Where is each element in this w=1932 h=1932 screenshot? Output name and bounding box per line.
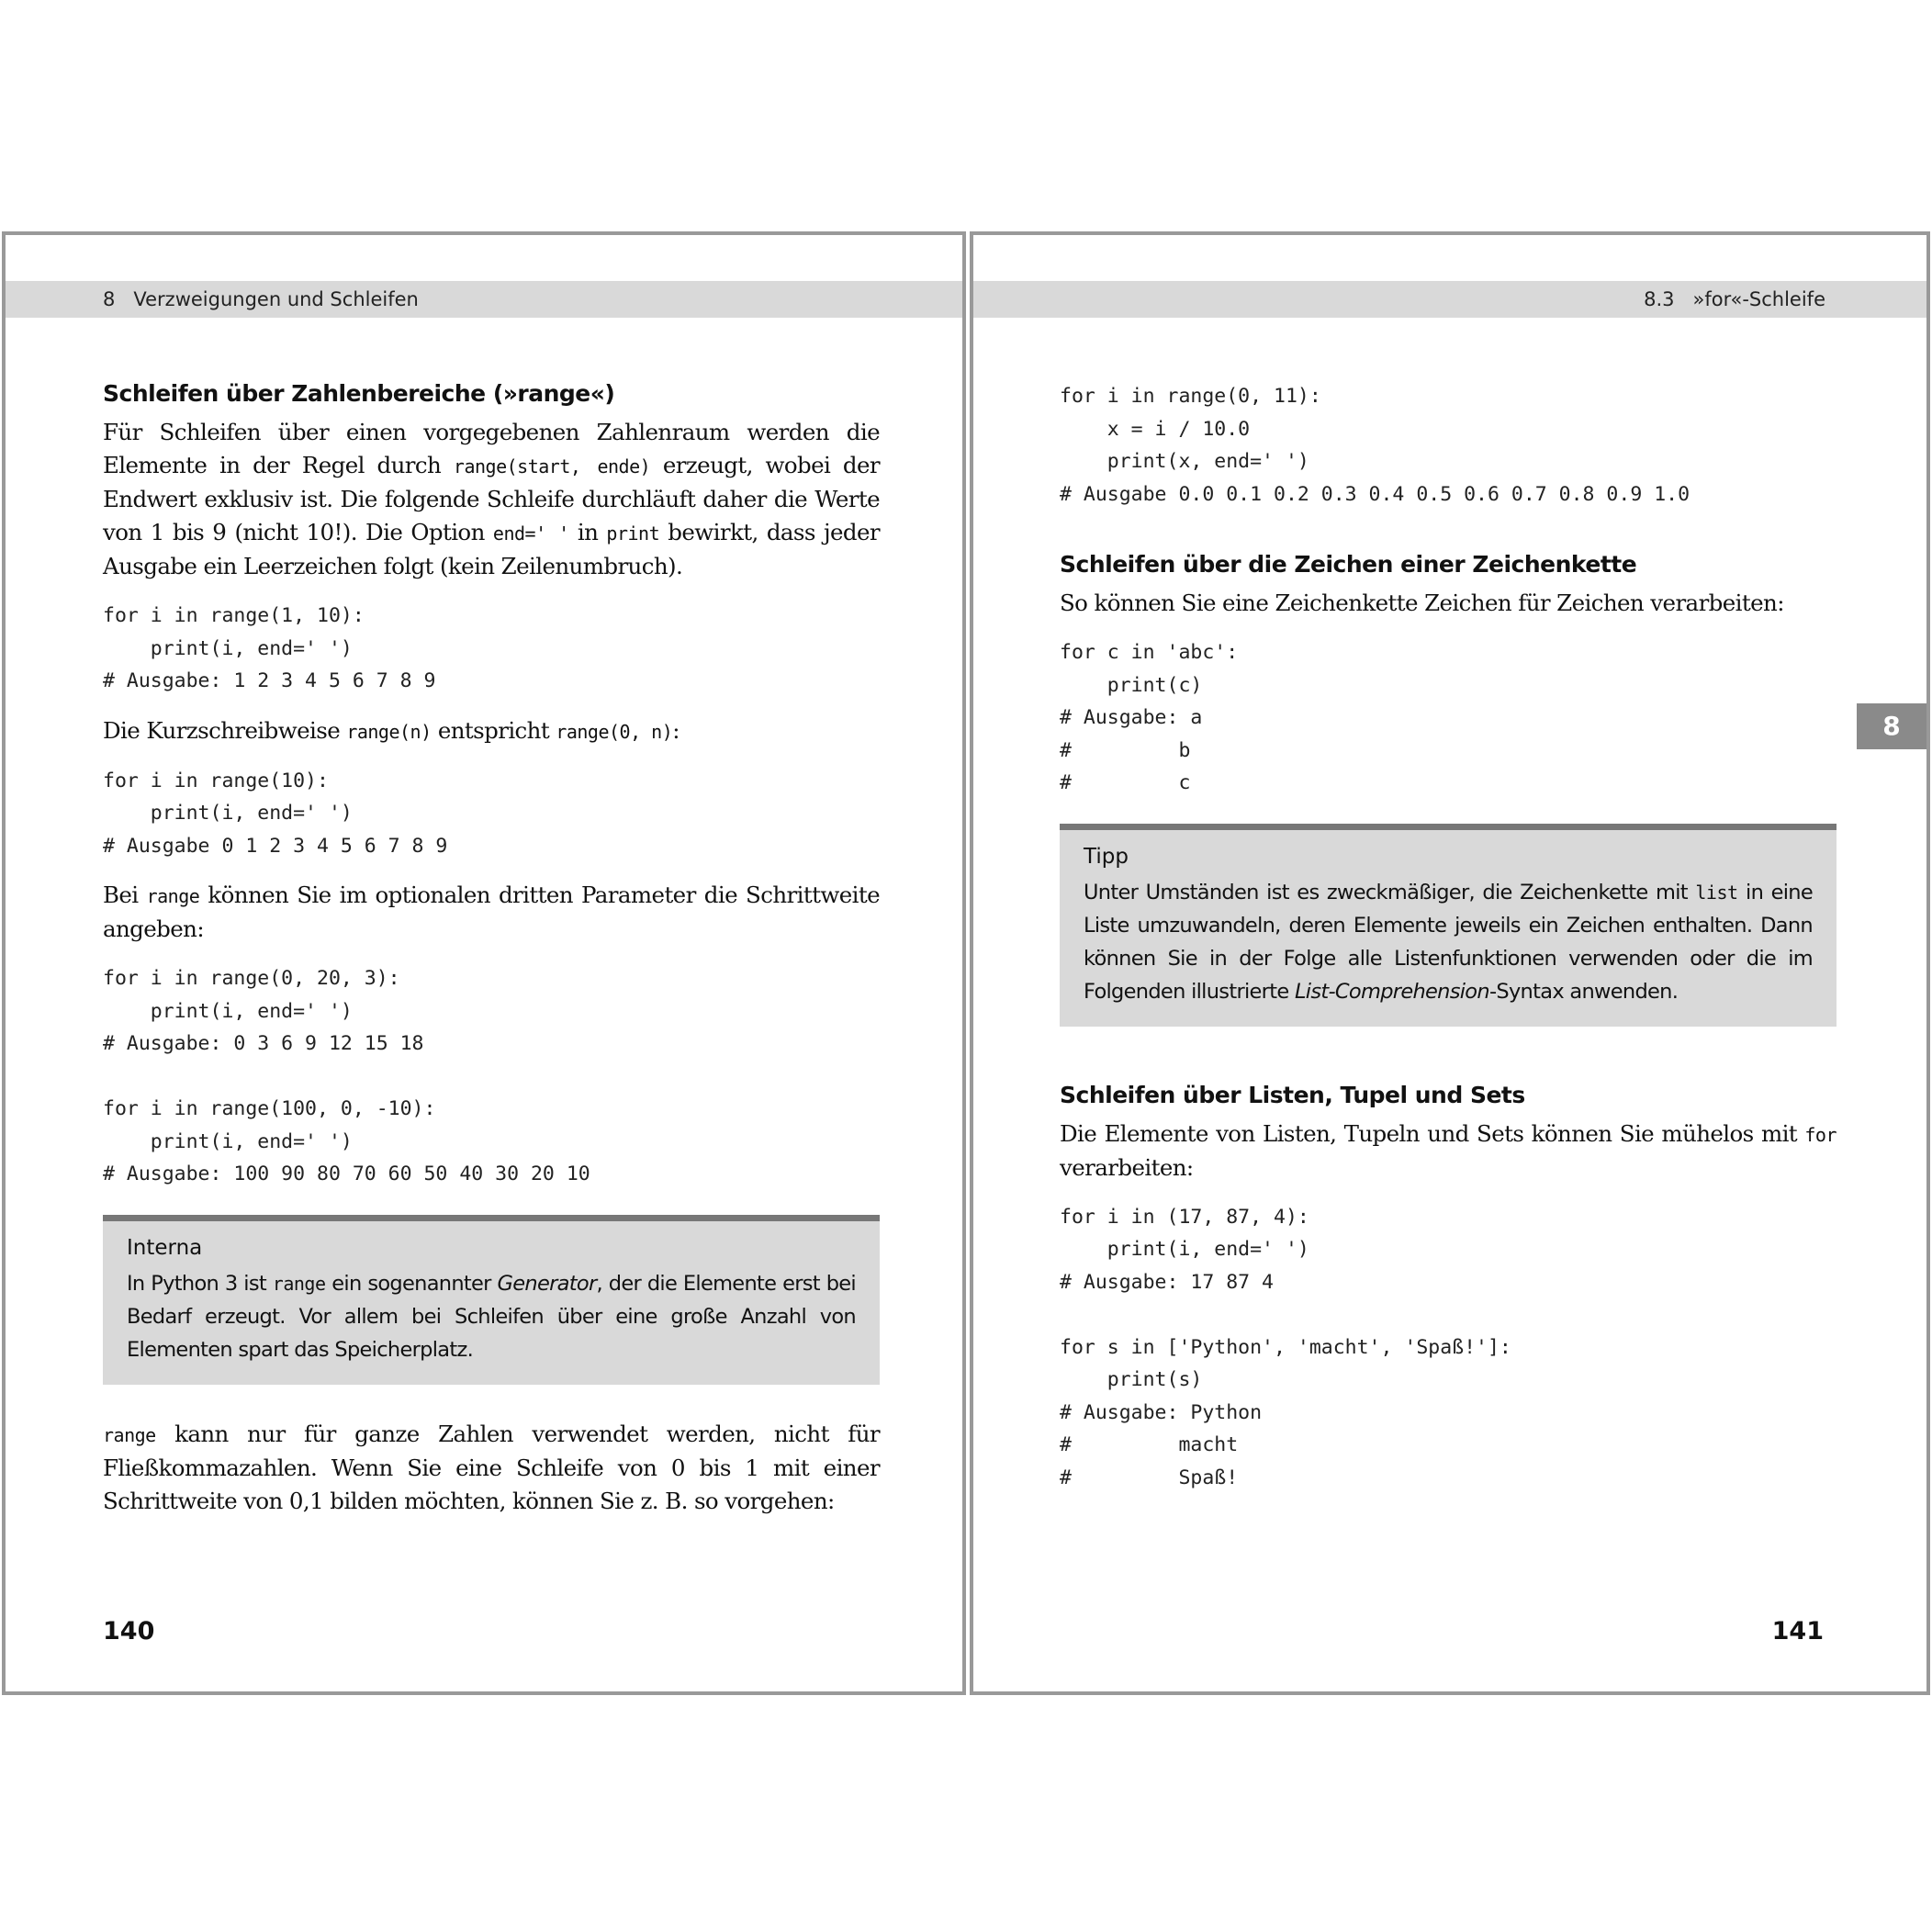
page-number: 141 [1771,1617,1824,1646]
section-heading: Schleifen über Zahlenbereiche (»range«) [103,380,615,407]
code-block: for i in range(1, 10): print(i, end=' ') # Ausgabe: 1 2 3 4 5 6 7 8 9 [103,604,436,692]
paragraph: range kann nur für ganze Zahlen verwendet werden, nicht für Fließkommazahlen. Wenn Sie eine Schleife von 0 bis 1 mit einer Schrittweite von 0,1 bilden möchten, können Sie z. B. so vorgehen: [103,1420,880,1514]
info-box-tipp [1060,824,1837,1027]
book-spread [0,231,1932,1701]
emphasis: List-Comprehension [1294,979,1489,1004]
inline-code: range(n) [346,720,432,743]
info-box-title: Tipp [1084,844,1129,869]
info-box-interna [103,1215,880,1385]
inline-code: end=' ' [492,522,569,545]
code-block: for i in (17, 87, 4): print(i, end=' ') # Ausgabe: 17 87 4 for s in ['Python', 'macht', 'Spaß!']: print(s) # Ausgabe: Python # macht # Spaß! [1060,1205,1511,1489]
running-head [6,281,962,318]
left-page [2,231,966,1695]
inline-code: range [103,1423,156,1446]
inline-code: for [1804,1123,1837,1146]
paragraph: Bei range können Sie im optionalen dritten Parameter die Schrittweite angeben: [103,882,880,942]
inline-code: range [272,1272,326,1295]
inline-code: range(start, ende) [453,455,651,477]
paragraph: Die Kurzschreibweise range(n) entspricht range(0, n): [103,716,680,744]
paragraph: Die Elemente von Listen, Tupeln und Sets können Sie mühelos mit for verarbeiten: [1060,1119,1837,1181]
paragraph: So können Sie eine Zeichenkette Zeichen für Zeichen verarbeiten: [1060,590,1784,616]
emphasis: Generator [497,1271,597,1296]
right-page-content [1060,380,1837,1511]
section-heading: Schleifen über die Zeichen einer Zeichenkette [1060,551,1637,578]
running-head-text: 8.3 »for«-Schleife [1644,288,1825,310]
running-head [973,281,1926,318]
inline-code: list [1695,881,1738,904]
page-number: 140 [103,1617,155,1646]
paragraph: Für Schleifen über einen vorgegebenen Zahlenraum werden die Elemente in der Regel durch range(start, ende) erzeugt, wobei der Endwert exklusiv ist. Die folgende Schleife durchläuft daher die Werte von 1 bis 9 (nicht 10!). Die Option end=' ' in print bewirkt, dass jeder Ausgabe ein Leerzeichen folgt (kein Zeilenumbruch). [103,419,881,579]
code-block: for i in range(0, 20, 3): print(i, end=' ') # Ausgabe: 0 3 6 9 12 15 18 for i in range(100, 0, -10): print(i, end=' ') # Ausgabe: 100 90 80 70 60 50 40 30 20 10 [103,967,590,1185]
right-page [970,231,1930,1695]
info-box-text: In Python 3 ist range ein sogenannter Generator, der die Elemente erst bei Bedarf erzeugt. Vor allem bei Schleifen über eine große Anzahl von Elementen spart das Speicherplatz. [127,1271,856,1362]
inline-code: range(0, n) [556,720,673,743]
info-box-title: Interna [127,1235,203,1260]
inline-code: print [606,522,660,545]
chapter-thumb-tab: 8 [1857,703,1926,749]
code-block: for i in range(10): print(i, end=' ') # Ausgabe 0 1 2 3 4 5 6 7 8 9 [103,769,448,858]
left-page-content [103,380,880,1534]
code-block: for i in range(0, 11): x = i / 10.0 print(x, end=' ') # Ausgabe 0.0 0.1 0.2 0.3 0.4 0.5 0.6 0.7 0.8 0.9 1.0 [1060,385,1690,506]
inline-code: range [146,885,200,907]
running-head-text: 8 Verzweigungen und Schleifen [103,288,419,310]
code-block: for c in 'abc': print(c) # Ausgabe: a # b # c [1060,641,1239,794]
info-box-text: Unter Umständen ist es zweckmäßiger, die Zeichenkette mit list in eine Liste umzuwandeln, deren Elemente jeweils ein Zeichen enthalten. Dann können Sie in der Folge alle Listenfunktionen verwenden oder die im Folgenden illustrierte List-Comprehension-Syntax anwenden. [1084,880,1814,1004]
section-heading: Schleifen über Listen, Tupel und Sets [1060,1081,1525,1108]
